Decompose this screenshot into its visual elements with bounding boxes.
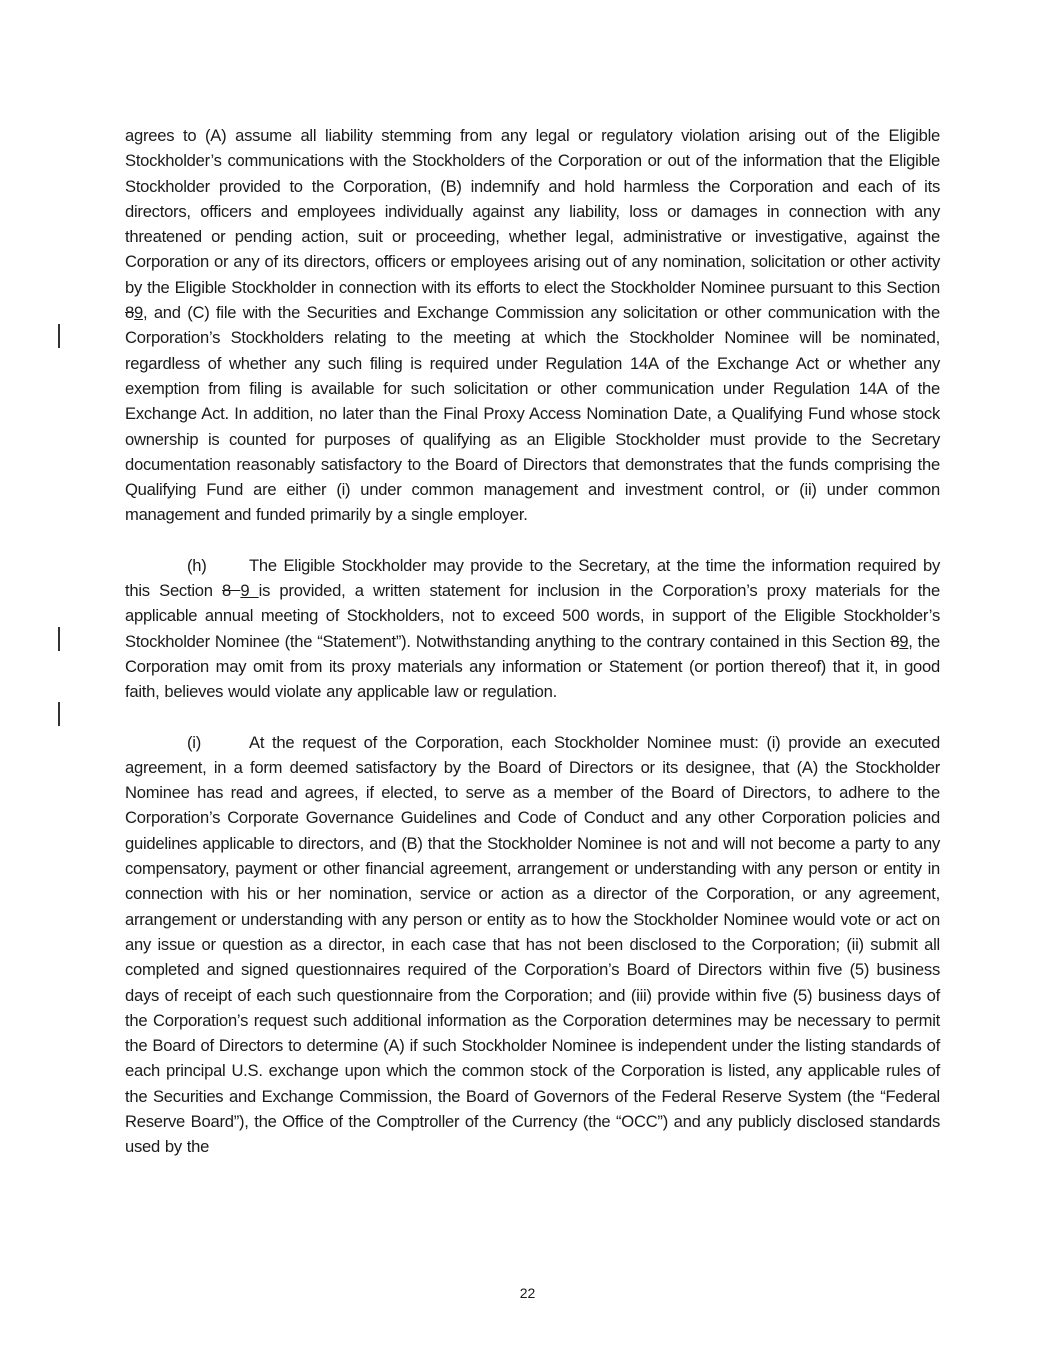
paragraph-i xyxy=(125,730,940,1160)
text: agrees to (A) assume all liability stemming from any legal or regulatory violation arising out of the Eligible Stockholder’s communications with the Stockholders of the Corporation or out of the information that the Eligible Stockholder provided to the Corporation, (B) indemnify and hold harmless the Corporation and each of its directors, officers and employees individually against any liability, loss or damages in connection with any threatened or pending action, suit or proceeding, whether legal, administrative or investigative, against the Corporation or any of its directors, officers or employees arising out of any nomination, solicitation or other activity by the Eligible Stockholder in connection with its efforts to elect the Stockholder Nominee pursuant to this Section xyxy=(125,126,940,297)
text: At the request of the Corporation, each Stockholder Nominee must: (i) provide an executed agreement, in a form deemed satisfactory by the Board of Directors or its designee, that (A) the Stockholder Nominee has read and agrees, if elected, to serve as a member of the Board of Directors, to adhere to the Corporation’s Corporate Governance Guidelines and Code of Conduct and any other Corporation policies and guidelines applicable to directors, and (B) that the Stockholder Nominee is not and will not become a party to any compensatory, payment or other financial agreement, arrangement or understanding with any person or entity in connection with his or her nomination, service or action as a director of the Corporation, or any agreement, arrangement or understanding with any person or entity as to how the Stockholder Nominee would vote or act on any issue or question as a director, in each case that has not been disclosed to the Corporation; (ii) submit all completed and signed questionnaires required of the Corporation’s Board of Directors within five (5) business days of receipt of each such questionnaire from the Corporation; and (iii) provide within five (5) business days of the Corporation’s request such additional information as the Corporation determines may be necessary to permit the Board of Directors to determine (A) if such Stockholder Nominee is independent under the listing standards of each principal U.S. exchange upon which the common stock of the Corporation is listed, any applicable rules of the Securities and Exchange Commission, the Board of Governors of the Federal Reserve System (the “Federal Reserve Board”), the Office of the Comptroller of the Currency (the “OCC”) and any publicly disclosed standards used by the xyxy=(125,732,940,1157)
text: , the Corporation may omit from its proxy materials any information or Statement (or portion thereof) that it, in good faith, believes would violate any applicable law or regulation. xyxy=(125,631,940,702)
change-bar xyxy=(58,702,60,726)
deleted-text: 8 xyxy=(125,303,134,323)
deleted-text: 8 xyxy=(890,631,900,651)
change-bar xyxy=(58,627,60,651)
document-page xyxy=(125,123,940,1160)
change-bar xyxy=(58,324,60,348)
paragraph-h xyxy=(125,553,940,705)
paragraph-label: (h) xyxy=(187,555,207,575)
inserted-text: 9 xyxy=(899,631,909,651)
paragraph-label: (i) xyxy=(187,732,201,752)
text: The Eligible Stockholder may provide to the Secretary, at the time the information required by this Section xyxy=(125,555,940,601)
text: , and (C) file with the Securities and Exchange Commission any solicitation or other communication with the Corporation’s Stockholders relating to the meeting at which the Stockholder Nominee will be nominated, regardless of whether any such filing is required under Regulation 14A of the Exchange Act or whether any exemption from filing is available for such solicitation or other communication under Regulation 14A of the Exchange Act. In addition, no later than the Final Proxy Access Nomination Date, a Qualifying Fund whose stock ownership is counted for purposes of qualifying as an Eligible Stockholder must provide to the Secretary documentation reasonably satisfactory to the Board of Directors that demonstrates that the funds comprising the Qualifying Fund are either (i) under common management and investment control, or (ii) under common management and funded primarily by a single employer. xyxy=(125,303,940,525)
page-number: 22 xyxy=(519,1285,536,1301)
inserted-text: 9 xyxy=(240,581,259,601)
text: is provided, a written statement for inclusion in the Corporation’s proxy materials for the applicable annual meeting of Stockholders, not to exceed 500 words, in support of the Eligible Stockholder’s Stockholder Nominee (the “Statement”). Notwithstanding anything to the contrary contained in this Section xyxy=(125,581,941,651)
inserted-text: 9 xyxy=(133,303,143,323)
deleted-text: 8 xyxy=(222,581,241,601)
paragraph-g-continuation xyxy=(125,123,940,528)
